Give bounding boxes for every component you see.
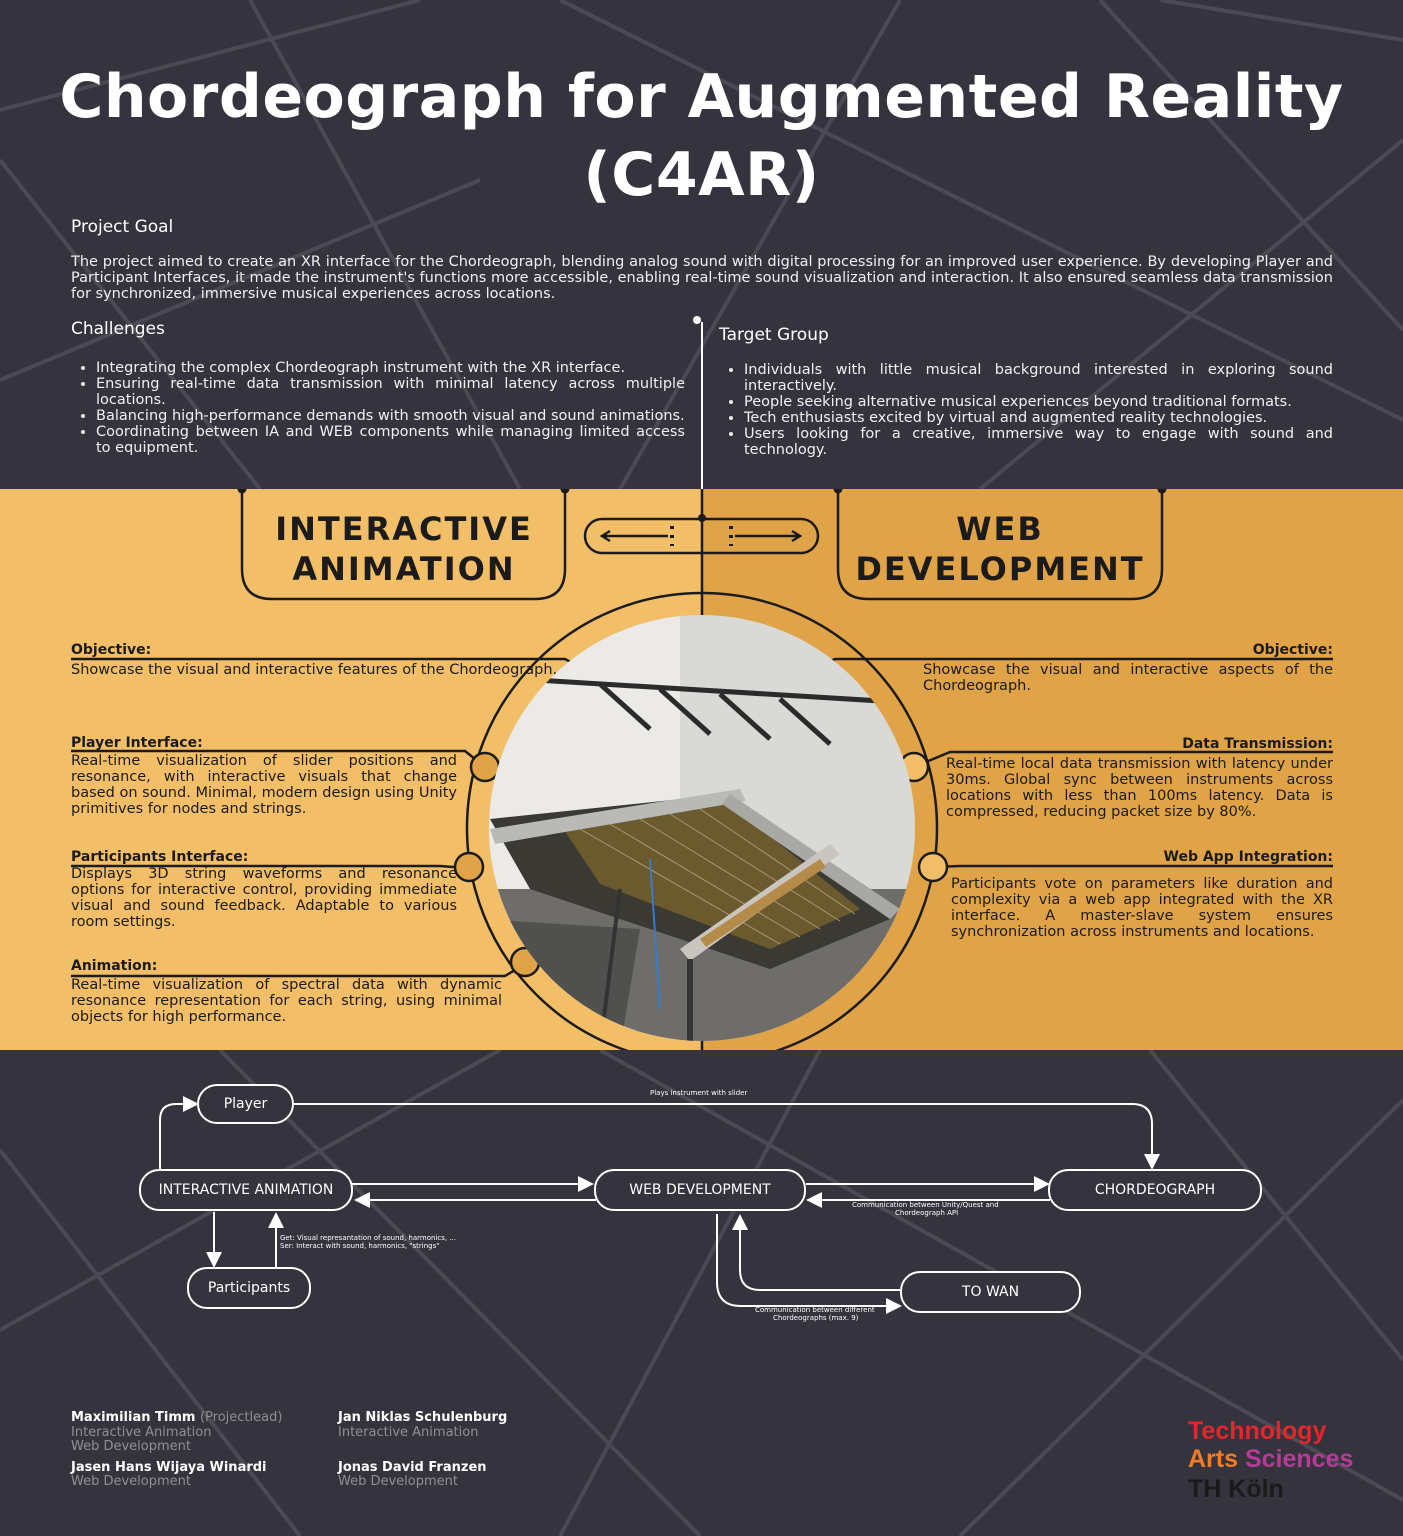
web-data-heading: Data Transmission: [1182,736,1333,752]
logo-arts-sciences [1188,1446,1353,1473]
author-name-text: Maximilian Timm [71,1410,196,1425]
author-extra: (Projectlead) [199,1410,283,1425]
flow-label-diff-2: Chordeographs (max. 9) [773,1314,859,1322]
list-item: • People seeking alternative musical experiences beyond traditional formats. [744,394,1333,410]
project-goal-heading: Project Goal [71,217,174,237]
list-item: • Individuals with little musical background interested in exploring sound interactively. [744,362,1333,394]
ia-title-line2: ANIMATION [292,550,516,588]
web-webapp-heading: Web App Integration: [1163,849,1333,865]
logo-sciences: Sciences [1244,1445,1354,1473]
flow-label-get: Get: Visual represantation of sound, harmonics, ... [280,1234,456,1242]
web-title [840,509,1160,589]
project-goal-text: The project aimed to create an XR interface for the Chordeograph, blending analog sound with digital processing for an improved user experience. By developing Player and Participant Interfaces, it made the instrument's functions more accessible, enabling real-time sound visualization and interaction. It also ensured seamless data transmission for synchronized, immersive musical experiences across locations. [71,254,1333,302]
ia-animation-text: Real-time visualization of spectral data with dynamic resonance representation for each string, using minimal objects for high performance. [71,977,502,1025]
flow-node-chordeograph: CHORDEOGRAPH [1048,1169,1262,1211]
web-webapp-text: Participants vote on parameters like duration and complexity via a web app integrated with the XR interface. A master-slave system ensures synchronization across instruments and locations. [951,876,1333,940]
poster-title: Chordeograph for Augmented Reality (C4AR) [59,62,1344,210]
logo-arts: Arts [1188,1445,1239,1473]
author-role: Interactive Animation [71,1425,212,1440]
web-objective-heading: Objective: [1252,642,1333,658]
flow-node-to-wan: TO WAN [900,1271,1081,1313]
logo-th-koeln: TH Köln [1188,1475,1284,1503]
ia-title [244,509,564,589]
author-role: Web Development [71,1439,191,1454]
web-title-line1: WEB [956,510,1044,548]
author-name: Jan Niklas Schulenburg [338,1410,508,1425]
flow-label-unity-1: Communication between Unity/Quest and [852,1201,999,1209]
flow-label-plays: Plays instrument with slider [650,1089,748,1097]
web-data-text: Real-time local data transmission with latency under 30ms. Global sync between instruments across locations with less than 100ms latency. Data is compressed, reducing packet size by 80%. [946,756,1333,820]
challenges-heading: Challenges [71,319,165,339]
author-role: Web Development [338,1474,458,1489]
target-group-heading: Target Group [719,325,829,345]
web-title-line2: DEVELOPMENT [855,550,1145,588]
ia-player-text: Real-time visualization of slider positions and resonance, with interactive visuals that change based on sound. Minimal, modern design using Unity primitives for nodes and strings. [71,753,457,817]
author-name: Jonas David Franzen [338,1460,487,1475]
logo-technology: Technology [1188,1417,1327,1445]
author-role: Web Development [71,1474,191,1489]
ia-participants-text: Displays 3D string waveforms and resonance options for interactive control, providing immediate visual and sound feedback. Adaptable to various room settings. [71,866,457,930]
flow-node-interactive-animation: INTERACTIVE ANIMATION [139,1169,353,1211]
ia-objective-heading: Objective: [71,642,152,658]
flow-node-web-development: WEB DEVELOPMENT [594,1169,806,1211]
list-item: • Integrating the complex Chordeograph instrument with the XR interface. [96,360,685,376]
flow-label-diff-1: Communication between different [755,1306,875,1314]
flow-label-ser: Ser: Interact with sound, harmonics, "strings" [280,1242,440,1250]
ia-title-line1: INTERACTIVE [275,510,533,548]
ia-player-heading: Player Interface: [71,735,203,751]
list-item: • Ensuring real-time data transmission with minimal latency across multiple locations. [96,376,685,408]
ia-participants-heading: Participants Interface: [71,849,249,865]
list-item: • Tech enthusiasts excited by virtual and augmented reality technologies. [744,410,1333,426]
flow-label-unity-2: Chordeograph API [895,1209,959,1217]
list-item: • Users looking for a creative, immersive way to engage with sound and technology. [744,426,1333,458]
author-name: Jasen Hans Wijaya Winardi [71,1460,267,1475]
list-item: • Balancing high-performance demands with smooth visual and sound animations. [96,408,685,424]
flow-node-participants: Participants [187,1267,311,1309]
author-role: Interactive Animation [338,1425,479,1440]
author-name [71,1410,282,1425]
web-objective-text: Showcase the visual and interactive aspects of the Chordeograph. [923,662,1333,694]
ia-animation-heading: Animation: [71,958,158,974]
ia-objective-text: Showcase the visual and interactive features of the Chordeograph. [71,662,558,678]
flow-node-player: Player [197,1084,294,1124]
list-item: • Coordinating between IA and WEB components while managing limited access to equipment. [96,424,685,456]
